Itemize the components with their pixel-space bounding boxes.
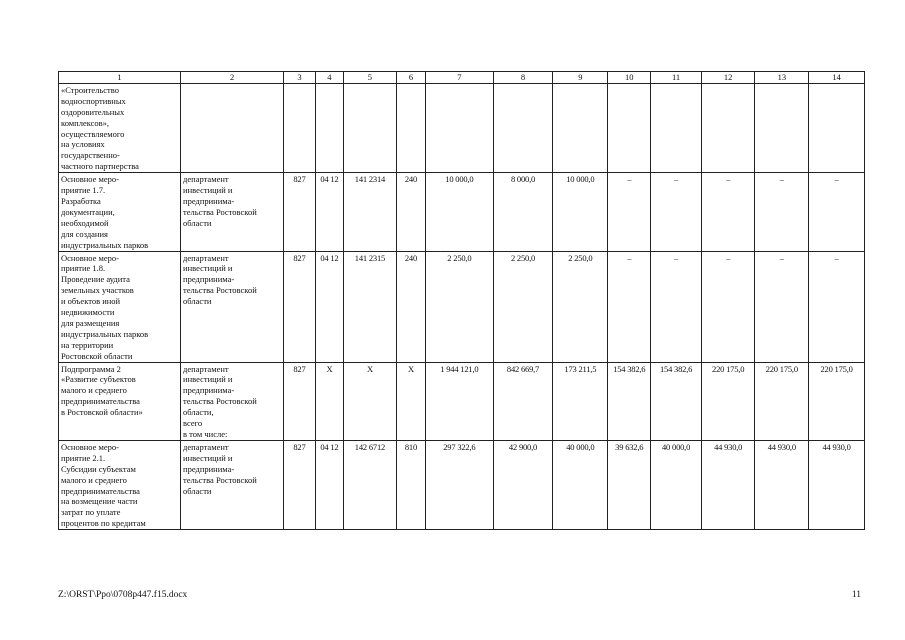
cell: 40 000,0 (553, 440, 608, 529)
cell: 810 (396, 440, 425, 529)
cell: 39 632,6 (608, 440, 651, 529)
cell: 141 2315 (344, 251, 397, 362)
cell: – (701, 173, 755, 251)
column-header: 9 (553, 72, 608, 84)
cell: 04 12 (315, 251, 343, 362)
cell (651, 83, 702, 172)
program-name-cell: Основное меро- приятие 1.7. Разработка документации, необходимой для создания индустриальных парков (59, 173, 181, 251)
cell: 2 250,0 (426, 251, 493, 362)
cell (493, 83, 553, 172)
cell: Х (315, 362, 343, 440)
column-header: 14 (809, 72, 865, 84)
cell (809, 83, 865, 172)
column-header: 11 (651, 72, 702, 84)
cell (755, 83, 809, 172)
cell: 240 (396, 251, 425, 362)
executor-cell: департамент инвестиций и предпринима- тельства Ростовской области, всего в том числе: (181, 362, 284, 440)
page-number: 11 (851, 590, 861, 600)
cell: 44 930,0 (755, 440, 809, 529)
table-row (59, 440, 865, 529)
column-header: 12 (701, 72, 755, 84)
cell: 141 2314 (344, 173, 397, 251)
cell: 827 (284, 362, 316, 440)
cell: 2 250,0 (493, 251, 553, 362)
column-header: 1 (59, 72, 181, 84)
cell: 44 930,0 (701, 440, 755, 529)
cell (701, 83, 755, 172)
cell: – (809, 251, 865, 362)
cell: 827 (284, 440, 316, 529)
cell: 154 382,6 (608, 362, 651, 440)
cell (553, 83, 608, 172)
cell: 04 12 (315, 440, 343, 529)
program-name-cell: Подпрограмма 2 «Развитие субъектов малого и среднего предпринимательства в Ростовской области» (59, 362, 181, 440)
executor-cell: департамент инвестиций и предпринима- тельства Ростовской области (181, 440, 284, 529)
program-name-cell: Основное меро- приятие 2.1. Субсидии субъектам малого и среднего предпринимательства на возмещение части затрат по уплате процентов по кредитам (59, 440, 181, 529)
column-header: 3 (284, 72, 316, 84)
column-header: 6 (396, 72, 425, 84)
cell: 220 175,0 (755, 362, 809, 440)
header-row (59, 72, 865, 84)
executor-cell (181, 83, 284, 172)
cell: 04 12 (315, 173, 343, 251)
cell: – (608, 251, 651, 362)
cell: 297 322,6 (426, 440, 493, 529)
cell: 154 382,6 (651, 362, 702, 440)
cell: 827 (284, 173, 316, 251)
table-row (59, 251, 865, 362)
cell: 10 000,0 (553, 173, 608, 251)
cell: 220 175,0 (809, 362, 865, 440)
cell: 8 000,0 (493, 173, 553, 251)
table-row (59, 173, 865, 251)
table-row (59, 83, 865, 172)
executor-cell: департамент инвестиций и предпринима- тельства Ростовской области (181, 173, 284, 251)
cell: – (651, 173, 702, 251)
cell (396, 83, 425, 172)
cell: – (809, 173, 865, 251)
column-header: 10 (608, 72, 651, 84)
cell: – (701, 251, 755, 362)
cell: – (755, 173, 809, 251)
cell: 142 6712 (344, 440, 397, 529)
cell (426, 83, 493, 172)
column-header: 5 (344, 72, 397, 84)
cell: 173 211,5 (553, 362, 608, 440)
cell: 220 175,0 (701, 362, 755, 440)
executor-cell: департамент инвестиций и предпринима- тельства Ростовской области (181, 251, 284, 362)
column-header: 8 (493, 72, 553, 84)
column-header: 7 (426, 72, 493, 84)
program-name-cell: «Строительство водноспортивных оздоровительных комплексов», осуществляемого на условиях государственно- частного партнерства (59, 83, 181, 172)
cell: 2 250,0 (553, 251, 608, 362)
cell: – (755, 251, 809, 362)
cell: – (651, 251, 702, 362)
cell: 842 669,7 (493, 362, 553, 440)
column-header: 4 (315, 72, 343, 84)
cell: 240 (396, 173, 425, 251)
cell: 42 900,0 (493, 440, 553, 529)
cell: 10 000,0 (426, 173, 493, 251)
cell (608, 83, 651, 172)
cell: – (608, 173, 651, 251)
cell (344, 83, 397, 172)
cell (284, 83, 316, 172)
table-row (59, 362, 865, 440)
cell: 1 944 121,0 (426, 362, 493, 440)
budget-table (58, 71, 865, 530)
cell: 827 (284, 251, 316, 362)
cell: 40 000,0 (651, 440, 702, 529)
column-header: 13 (755, 72, 809, 84)
column-header: 2 (181, 72, 284, 84)
cell: 44 930,0 (809, 440, 865, 529)
cell: Х (396, 362, 425, 440)
cell (315, 83, 343, 172)
program-name-cell: Основное меро- приятие 1.8. Проведение аудита земельных участков и объектов иной недвижимости для размещения индустриальных парков на территории Ростовской области (59, 251, 181, 362)
cell: Х (344, 362, 397, 440)
file-path-footer: Z:\ORST\Ppo\0708p447.f15.docx (58, 590, 188, 600)
